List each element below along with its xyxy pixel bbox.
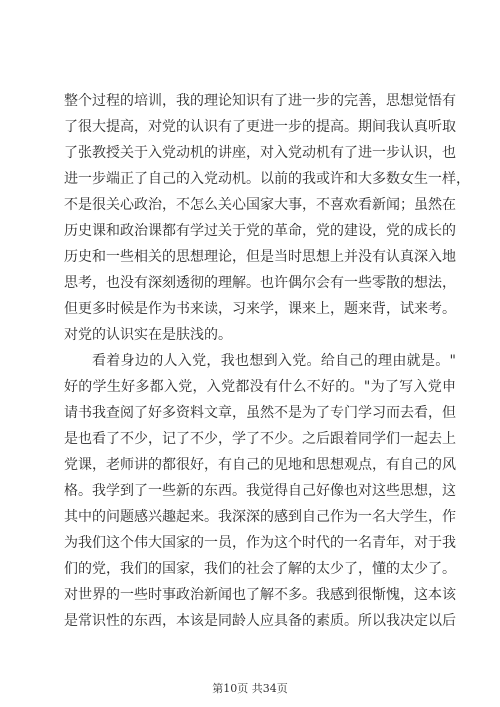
paragraph-1-line-9: 但更多时候是作为书来读，习来学，课来上，题来背，试来考。	[64, 301, 456, 317]
paragraph-1-line-10: 对党的认识实在是肤浅的。	[64, 327, 232, 343]
paragraph-2-line-4: 是也看了不少，记了不少，学了不少。之后跟着同学们一起去上	[64, 431, 456, 447]
paragraph-1-line-4: 进一步端正了自己的入党动机。以前的我或许和大多数女生一样，	[64, 171, 470, 187]
paragraph-2-line-11: 是常识性的东西，本该是同龄人应具备的素质。所以我决定以后	[64, 613, 456, 629]
page-footer	[0, 680, 500, 696]
paragraph-1-line-5: 不是很关心政治，不怎么关心国家大事，不喜欢看新闻；虽然在	[64, 197, 456, 213]
paragraph-1-line-7: 历史和一些相关的思想理论，但是当时思想上并没有认真深入地	[64, 249, 456, 265]
paragraph-2-line-10: 对世界的一些时事政治新闻也了解不多。我感到很惭愧，这本该	[64, 587, 456, 603]
paragraph-2-line-7: 其中的问题感兴趣起来。我深深的感到自己作为一名大学生，作	[64, 509, 456, 525]
page-number-label: 第10页 共34页	[212, 682, 288, 695]
paragraph-2-line-5: 党课，老师讲的都很好，有自己的见地和思想观点，有自己的风	[64, 457, 456, 473]
paragraph-2-line-6: 格。我学到了一些新的东西。我觉得自己好像也对这些思想，这	[64, 483, 456, 499]
paragraph-2-line-1: 看着身边的人入党，我也想到入党。给自己的理由就是。"	[92, 353, 456, 369]
paragraph-2-line-8: 为我们这个伟大国家的一员，作为这个时代的一名青年，对于我	[64, 535, 456, 551]
paragraph-1-line-1: 整个过程的培训，我的理论知识有了进一步的完善，思想觉悟有	[64, 93, 456, 109]
paragraph-2-line-9: 们的党，我们的国家，我们的社会了解的太少了，懂的太少了。	[64, 561, 456, 577]
paragraph-2-line-3: 请书我查阅了好多资料文章，虽然不是为了专门学习而去看，但	[64, 405, 456, 421]
body-text	[64, 88, 470, 634]
paragraph-1-line-6: 历史课和政治课都有学过关于党的革命，党的建设，党的成长的	[64, 223, 456, 239]
paragraph-1-line-2: 了很大提高，对党的认识有了更进一步的提高。期间我认真听取	[64, 119, 456, 135]
paragraph-1-line-3: 了张教授关于入党动机的讲座，对入党动机有了进一步认识，也	[64, 145, 456, 161]
paragraph-1-line-8: 思考，也没有深刻透彻的理解。也许偶尔会有一些零散的想法，	[64, 275, 456, 291]
paragraph-2-line-2: 好的学生好多都入党，入党都没有什么不好的。"为了写入党申	[64, 379, 456, 395]
